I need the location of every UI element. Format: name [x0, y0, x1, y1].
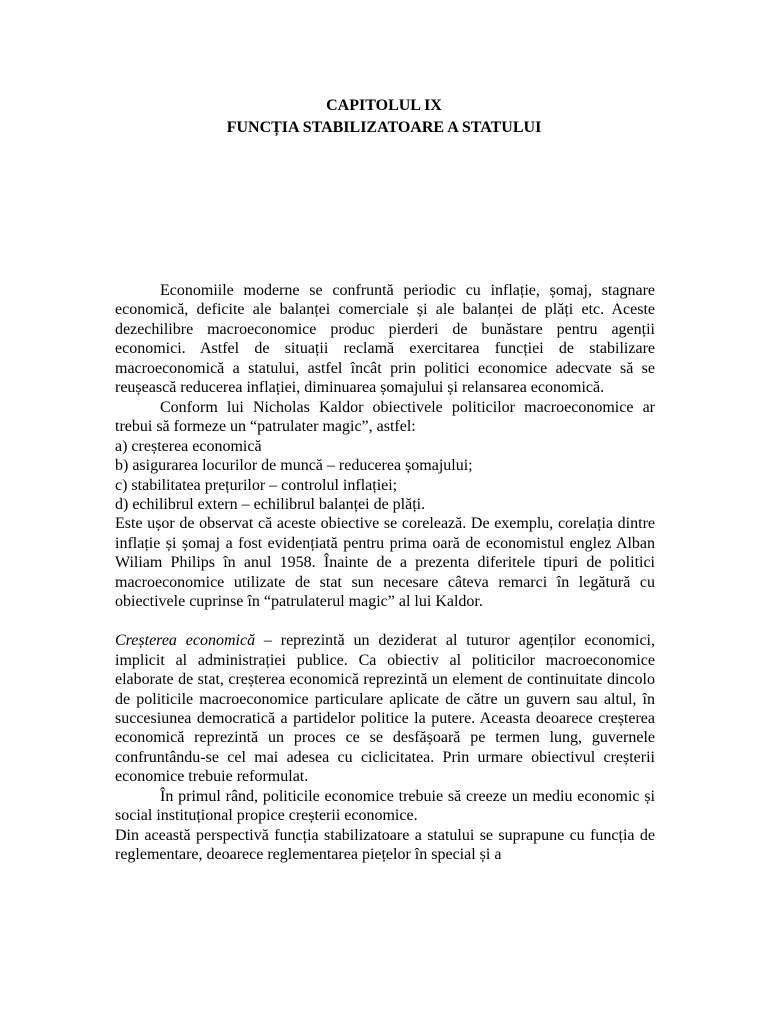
paragraph-kaldor: Conform lui Nicholas Kaldor obiectivele politicilor macroeconomice ar trebui să formeze un “patrulater magic”, astfel:	[115, 398, 655, 436]
growth-text: – reprezintă un deziderat al tuturor agenților economici, implicit al administrației publice. Ca obiectiv al politicilor macroeconomice elaborate de stat, creșterea economică reprezintă un element de continuitate dincolo de politicile macroeconomice particulare aplicate de către un guvern sau altul, în succesiunea democratică a partidelor politice la putere. Aceasta deoarece creșterea economică reprezintă un proces ce se desfășoară pe termen lung, guvernele confruntându-se cel mai adesea cu ciclicitatea. Prin urmare obiectivul creșterii economice trebuie reformulat.	[115, 632, 655, 786]
chapter-heading	[0, 95, 768, 139]
growth-term: Creșterea economică	[115, 632, 256, 650]
list-item: a) creșterea economică	[115, 437, 262, 455]
paragraph-intro: Economiile moderne se confruntă periodic cu inflație, șomaj, stagnare economică, deficite ale balanței comerciale și ale balanței de plăți etc. Aceste dezechilibre macroeconomice produc pierderi de bunăstare pentru agenții economici. Astfel de situații reclamă exercitarea funcției de stabilizare macroeconomică a statului, astfel încât prin politici economice adecvate să se reușească reducerea inflației, diminuarea șomajului și relansarea economică.	[115, 282, 655, 397]
paragraph-first: În primul rând, politicile economice trebuie să creeze un mediu economic și social instituțional propice creșterii economice.	[115, 787, 655, 825]
paragraph-growth	[115, 631, 655, 787]
paragraph-correlation: Este ușor de observat că aceste obiective se corelează. De exemplu, corelația dintre inflație și șomaj a fost evidențiată pentru prima oară de economistul englez Alban Wiliam Philips în anul 1958. Înainte de a prezenta diferitele tipuri de politici macroeconomice utilizate de stat sun necesare câteva remarci în legătură cu obiectivele cuprinse în “patrulaterul magic” al lui Kaldor.	[115, 515, 655, 611]
document-body	[115, 281, 655, 865]
list-item: b) asigurarea locurilor de muncă – reducerea șomajului;	[115, 457, 473, 475]
list-item: d) echilibrul extern – echilibrul balanței de plăți.	[115, 495, 426, 513]
chapter-number: CAPITOLUL IX	[326, 97, 442, 114]
list-item: c) stabilitatea prețurilor – controlul inflației;	[115, 476, 398, 494]
chapter-title: FUNCȚIA STABILIZATOARE A STATULUI	[226, 119, 542, 136]
paragraph-perspective: Din această perspectivă funcția stabilizatoare a statului se suprapune cu funcția de reglementare, deoarece reglementarea piețelor în special și a	[115, 826, 655, 864]
